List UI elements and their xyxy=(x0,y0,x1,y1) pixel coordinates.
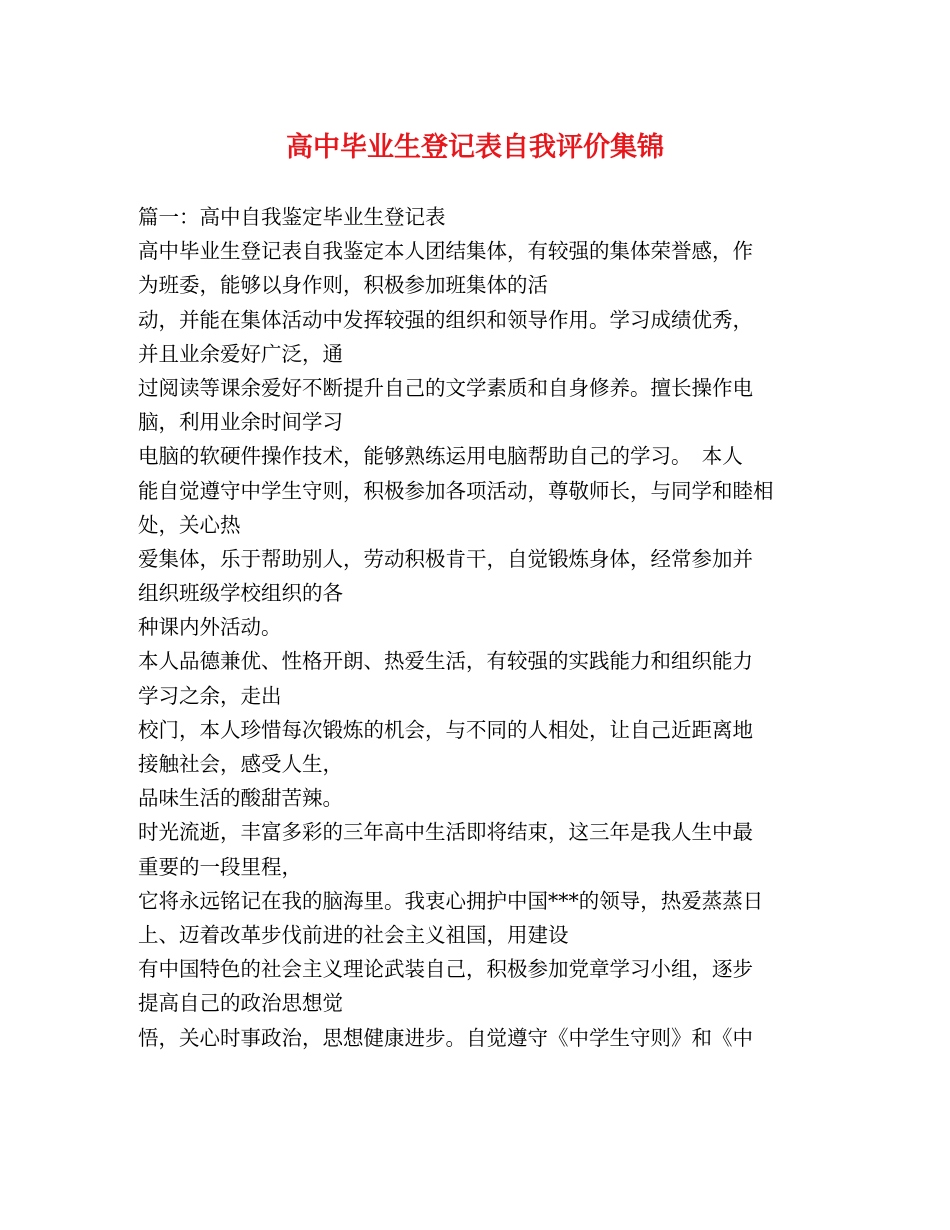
text-line: 本人品德兼优、性格开朗、热爱生活，有较强的实践能力和组织能力 xyxy=(138,649,753,674)
text-line: 脑，利用业余时间学习 xyxy=(138,410,343,435)
text-line: 有中国特色的社会主义理论武装自己，积极参加党章学习小组，逐步 xyxy=(138,957,753,982)
text-line: 上、迈着改革步伐前进的社会主义祖国，用建设 xyxy=(138,922,569,947)
document-body xyxy=(138,200,818,1055)
text-line: 爱集体，乐于帮助别人，劳动积极肯干，自觉锻炼身体，经常参加并 xyxy=(138,546,753,571)
document-title: 高中毕业生登记表自我评价集锦 xyxy=(286,132,664,163)
text-line: 为班委，能够以身作则，积极参加班集体的活 xyxy=(138,273,548,298)
text-line: 提高自己的政治思想觉 xyxy=(138,991,343,1016)
text-line: 组织班级学校组织的各 xyxy=(138,581,343,606)
text-line: 悟，关心时事政治，思想健康进步。自觉遵守《中学生守则》和《中 xyxy=(138,1025,753,1050)
text-line: 它将永远铭记在我的脑海里。我衷心拥护中国***的领导，热爱蒸蒸日 xyxy=(138,888,764,913)
text-line: 电脑的软硬件操作技术，能够熟练运用电脑帮助自己的学习。 本人 xyxy=(138,444,743,469)
text-line: 学习之余，走出 xyxy=(138,683,282,708)
text-line: 高中毕业生登记表自我鉴定本人团结集体，有较强的集体荣誉感，作 xyxy=(138,239,753,264)
text-line: 过阅读等课余爱好不断提升自己的文学素质和自身修养。擅长操作电 xyxy=(138,375,753,400)
text-line: 篇一：高中自我鉴定毕业生登记表 xyxy=(138,205,446,229)
text-line: 重要的一段里程， xyxy=(138,854,302,879)
text-line: 种课内外活动。 xyxy=(138,615,282,640)
text-line: 品味生活的酸甜苦辣。 xyxy=(138,786,343,811)
text-line: 动，并能在集体活动中发挥较强的组织和领导作用。学习成绩优秀， xyxy=(138,307,753,332)
text-line: 并且业余爱好广泛，通 xyxy=(138,341,343,366)
text-line: 接触社会，感受人生， xyxy=(138,752,343,776)
text-line: 时光流逝，丰富多彩的三年高中生活即将结束，这三年是我人生中最 xyxy=(138,820,753,845)
text-line: 能自觉遵守中学生守则，积极参加各项活动，尊敬师长，与同学和睦相 xyxy=(138,478,774,503)
text-line: 处，关心热 xyxy=(138,512,241,537)
text-line: 校门，本人珍惜每次锻炼的机会，与不同的人相处，让自己近距离地 xyxy=(138,717,753,742)
